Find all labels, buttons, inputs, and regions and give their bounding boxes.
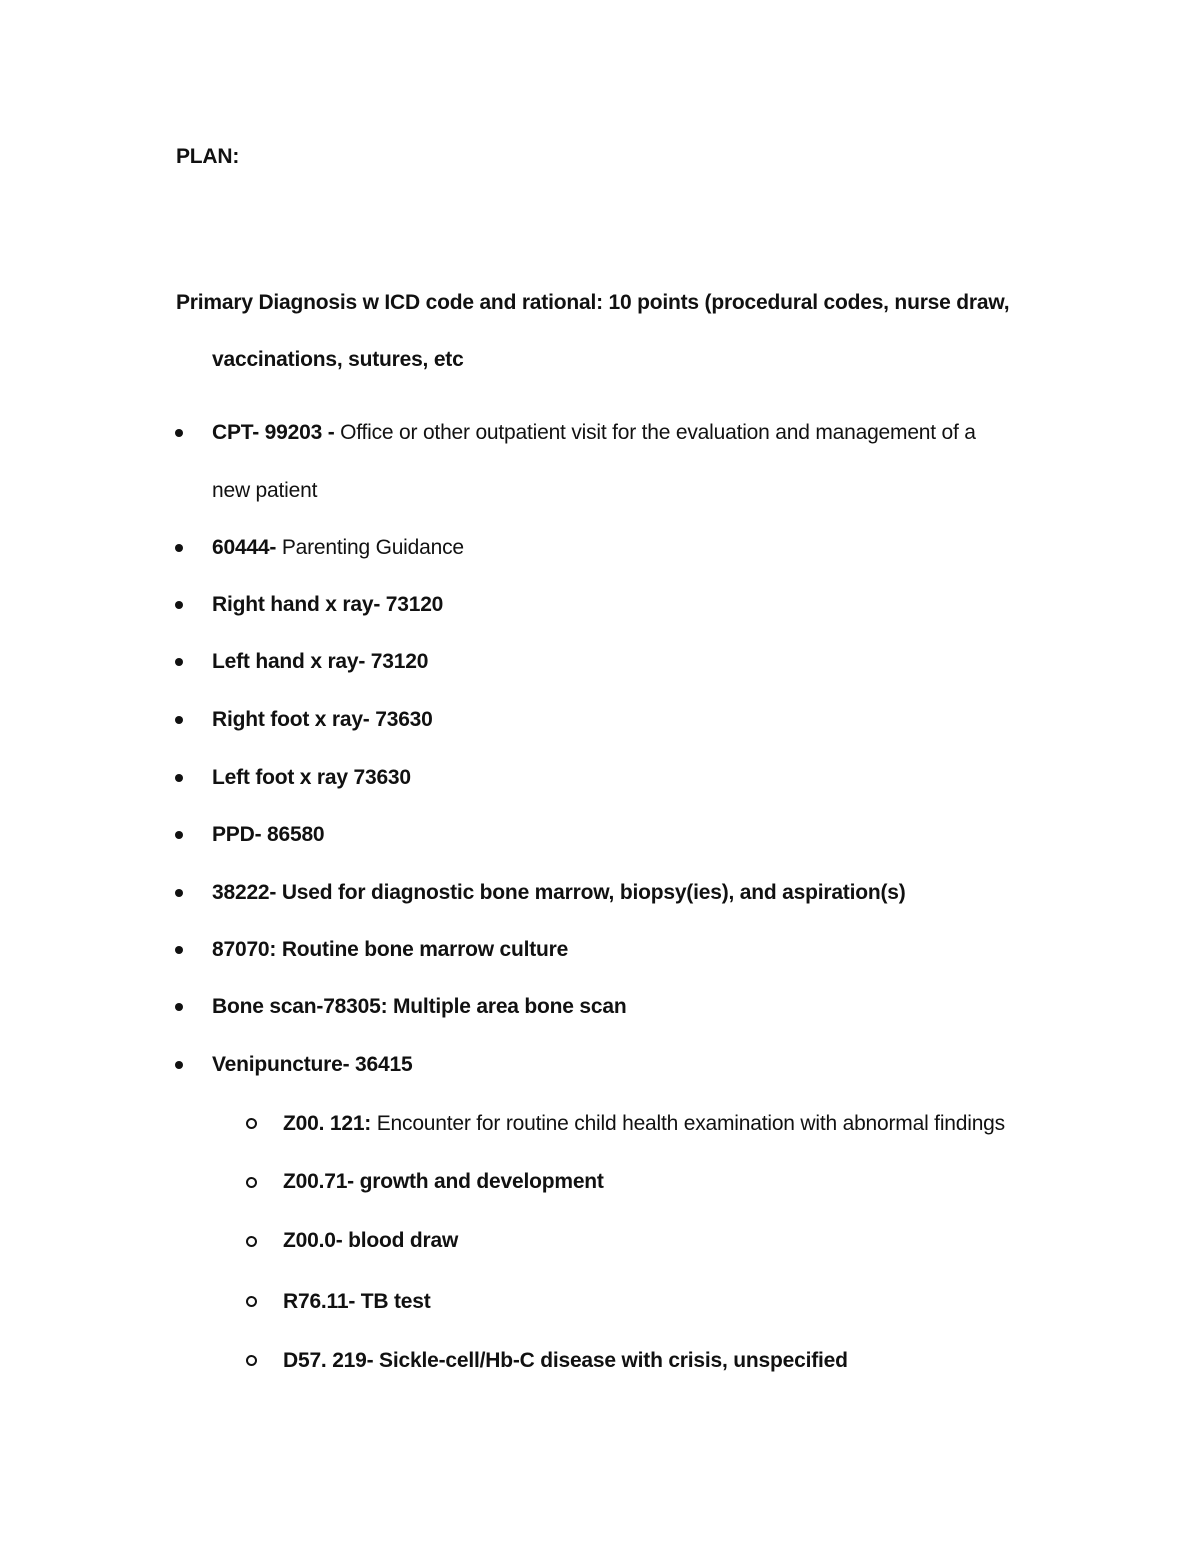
- list-item: Venipuncture- 36415: [212, 1053, 413, 1076]
- hollow-bullet-icon: [246, 1177, 257, 1188]
- list-item: Left foot x ray 73630: [212, 766, 411, 789]
- hollow-bullet-icon: [246, 1118, 257, 1129]
- primary-diagnosis-line-1: Primary Diagnosis w ICD code and rational: 10 points (procedural codes, nurse draw,: [176, 291, 1010, 314]
- item-description: Encounter for routine child health examination with abnormal findings: [371, 1112, 1005, 1135]
- bullet-icon: [175, 1003, 183, 1011]
- list-item: 87070: Routine bone marrow culture: [212, 938, 569, 961]
- item-description: Office or other outpatient visit for the evaluation and management of a: [340, 421, 976, 444]
- list-item: [212, 419, 976, 447]
- bullet-icon: [175, 716, 183, 724]
- bullet-icon: [175, 774, 183, 782]
- list-item: Right hand x ray- 73120: [212, 593, 444, 616]
- list-item: Bone scan-78305: Multiple area bone scan: [212, 995, 627, 1018]
- bullet-icon: [175, 889, 183, 897]
- bullet-icon: [175, 429, 183, 437]
- list-item: PPD- 86580: [212, 823, 325, 846]
- bullet-icon: [175, 544, 183, 552]
- sub-list-item: [283, 1110, 1005, 1138]
- bullet-icon: [175, 601, 183, 609]
- plan-heading: PLAN:: [176, 145, 240, 168]
- hollow-bullet-icon: [246, 1355, 257, 1366]
- hollow-bullet-icon: [246, 1296, 257, 1307]
- list-item: Right foot x ray- 73630: [212, 708, 433, 731]
- sub-list-item: Z00.71- growth and development: [283, 1170, 604, 1193]
- bullet-icon: [175, 658, 183, 666]
- bullet-icon: [175, 831, 183, 839]
- item-code: CPT- 99203 -: [212, 421, 341, 444]
- bullet-icon: [175, 1061, 183, 1069]
- list-item: [212, 534, 464, 562]
- list-item: 38222- Used for diagnostic bone marrow, biopsy(ies), and aspiration(s): [212, 881, 906, 904]
- item-description: Parenting Guidance: [276, 536, 464, 559]
- bullet-icon: [175, 946, 183, 954]
- sub-list-item: D57. 219- Sickle-cell/Hb-C disease with crisis, unspecified: [283, 1349, 848, 1372]
- sub-list-item: Z00.0- blood draw: [283, 1229, 459, 1252]
- item-code: 60444-: [212, 536, 277, 559]
- hollow-bullet-icon: [246, 1236, 257, 1247]
- item-code: Z00. 121:: [283, 1112, 372, 1135]
- list-item: Left hand x ray- 73120: [212, 650, 429, 673]
- list-item-continuation: new patient: [212, 479, 318, 502]
- primary-diagnosis-line-2: vaccinations, sutures, etc: [212, 348, 464, 371]
- sub-list-item: R76.11- TB test: [283, 1290, 431, 1313]
